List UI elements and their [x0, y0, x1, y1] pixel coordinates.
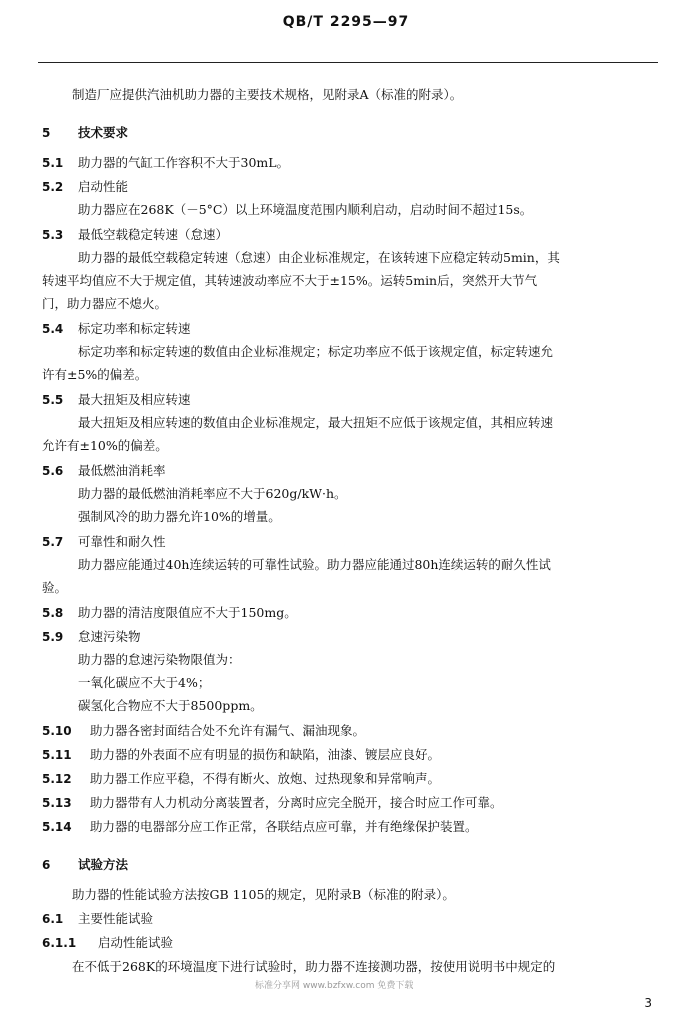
clause-number: 6.1 — [42, 912, 64, 926]
clause-5-4-body-2: 许有±5%的偏差。 — [42, 367, 148, 382]
clause-number: 5.13 — [42, 796, 72, 810]
clause-5-7-body-2: 验。 — [42, 580, 68, 595]
clause-5-5-body-2: 允许有±10%的偏差。 — [42, 438, 168, 453]
standard-code-header: QB/T 2295—97 — [282, 14, 410, 30]
clause-5-3-body-2: 转速平均值应不大于规定值，其转速波动率应不大于±15%。运转5min后，突然开大节气 — [42, 273, 538, 288]
clause-5-3-heading — [42, 226, 228, 244]
clause-5-9-body-2: 一氧化碳应不大于4%； — [78, 675, 211, 690]
clause-5-13 — [42, 794, 503, 812]
section-title: 试验方法 — [78, 857, 129, 872]
clause-5-3-body-1: 助力器的最低空载稳定转速（怠速）由企业标准规定，在该转速下应稳定转动5min，其 — [78, 250, 560, 265]
clause-6-1-1-heading — [42, 934, 173, 952]
page-number: 3 — [644, 996, 652, 1010]
clause-5-12 — [42, 770, 440, 788]
clause-5-9-body-3: 碳氢化合物应不大于8500ppm。 — [78, 698, 263, 713]
clause-5-11 — [42, 746, 440, 764]
clause-number: 5.11 — [42, 748, 72, 762]
clause-number: 5.3 — [42, 228, 64, 242]
clause-number: 5.6 — [42, 464, 64, 478]
clause-5-3-body-3: 门，助力器应不熄火。 — [42, 296, 168, 311]
clause-text: 助力器的电器部分应工作正常，各联结点应可靠，并有绝缘保护装置。 — [90, 819, 478, 834]
clause-5-7-body-1: 助力器应能通过40h连续运转的可靠性试验。助力器应能通过80h连续运转的耐久性试 — [78, 557, 551, 572]
section-title: 技术要求 — [78, 125, 129, 140]
clause-5-4-body-1: 标定功率和标定转速的数值由企业标准规定；标定功率应不低于该规定值，标定转速允 — [78, 344, 554, 359]
clause-number: 5.10 — [42, 724, 72, 738]
clause-5-10 — [42, 722, 365, 740]
clause-5-1 — [42, 154, 289, 172]
clause-5-7-heading — [42, 533, 166, 551]
clause-title: 最大扭矩及相应转速 — [78, 392, 191, 407]
clause-text: 助力器的气缸工作容积不大于30mL。 — [78, 155, 290, 170]
section-number: 5 — [42, 126, 51, 140]
clause-5-6-body-2: 强制风冷的助力器允许10%的增量。 — [78, 509, 281, 524]
section-5-heading — [42, 124, 128, 142]
section-6-intro: 助力器的性能试验方法按GB 1105的规定，见附录B（标准的附录）。 — [72, 887, 455, 902]
clause-number: 5.5 — [42, 393, 64, 407]
clause-number: 5.8 — [42, 606, 64, 620]
clause-5-5-heading — [42, 391, 191, 409]
clause-5-4-heading — [42, 320, 191, 338]
clause-text: 助力器带有人力机动分离装置者，分离时应完全脱开，接合时应工作可靠。 — [90, 795, 503, 810]
clause-5-6-body-1: 助力器的最低燃油消耗率应不大于620g/kW·h。 — [78, 486, 347, 501]
watermark: 标准分享网 www.bzfxw.com 免费下载 — [255, 981, 414, 991]
clause-6-1-heading — [42, 910, 153, 928]
clause-number: 5.4 — [42, 322, 64, 336]
clause-5-14 — [42, 818, 478, 836]
clause-title: 最低空载稳定转速（怠速） — [78, 227, 229, 242]
clause-title: 最低燃油消耗率 — [78, 463, 166, 478]
clause-number: 5.9 — [42, 630, 64, 644]
clause-5-2-heading — [42, 178, 128, 196]
clause-title: 启动性能试验 — [98, 935, 174, 950]
clause-number: 5.1 — [42, 156, 64, 170]
clause-number: 5.12 — [42, 772, 72, 786]
clause-title: 启动性能 — [78, 179, 129, 194]
header-rule — [38, 62, 658, 63]
clause-title: 主要性能试验 — [78, 911, 154, 926]
clause-title: 标定功率和标定转速 — [78, 321, 191, 336]
clause-text: 助力器的外表面不应有明显的损伤和缺陷，油漆、镀层应良好。 — [90, 747, 441, 762]
clause-5-8 — [42, 604, 297, 622]
clause-number: 5.14 — [42, 820, 72, 834]
clause-5-5-body-1: 最大扭矩及相应转速的数值由企业标准规定，最大扭矩不应低于该规定值，其相应转速 — [78, 415, 554, 430]
clause-5-6-heading — [42, 462, 166, 480]
clause-5-9-heading — [42, 628, 141, 646]
clause-5-9-body-1: 助力器的怠速污染物限值为： — [78, 652, 241, 667]
clause-6-1-1-body-1: 在不低于268K的环境温度下进行试验时，助力器不连接测功器，按使用说明书中规定的 — [72, 959, 556, 974]
section-number: 6 — [42, 858, 51, 872]
clause-text: 助力器的清洁度限值应不大于150mg。 — [78, 605, 297, 620]
clause-number: 5.7 — [42, 535, 64, 549]
clause-title: 怠速污染物 — [78, 629, 141, 644]
clause-5-2-body: 助力器应在268K（－5°C）以上环境温度范围内顺利启动，启动时间不超过15s。 — [78, 202, 533, 217]
section-6-heading — [42, 856, 128, 874]
intro-paragraph: 制造厂应提供汽油机助力器的主要技术规格，见附录A（标准的附录）。 — [72, 87, 463, 102]
clause-text: 助力器工作应平稳，不得有断火、放炮、过热现象和异常响声。 — [90, 771, 441, 786]
clause-number: 6.1.1 — [42, 936, 77, 950]
clause-text: 助力器各密封面结合处不允许有漏气、漏油现象。 — [90, 723, 366, 738]
clause-number: 5.2 — [42, 180, 64, 194]
clause-title: 可靠性和耐久性 — [78, 534, 166, 549]
